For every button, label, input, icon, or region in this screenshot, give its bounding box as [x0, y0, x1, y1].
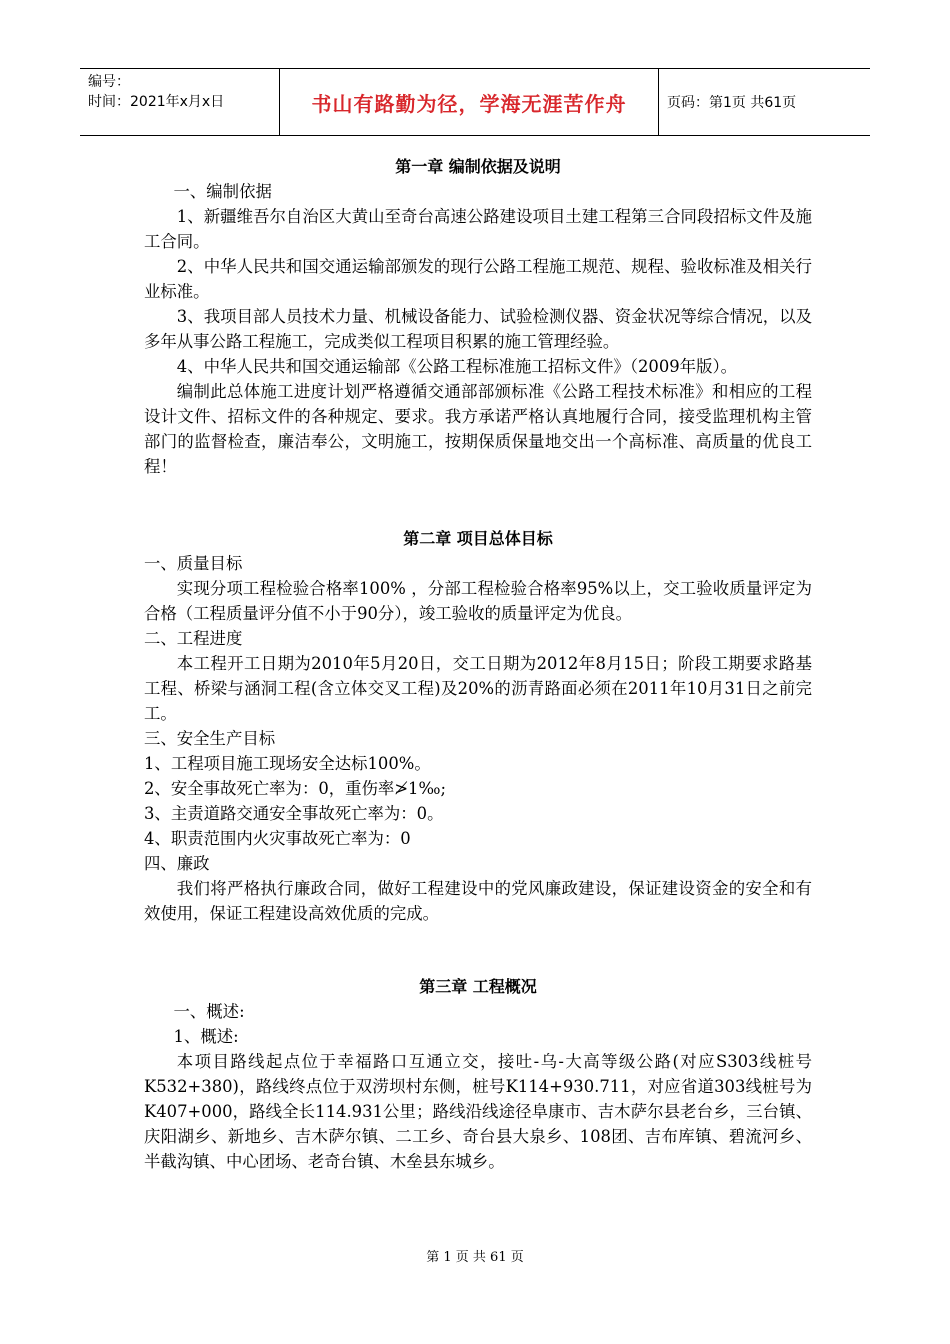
section-heading: 一、概述:	[173, 1002, 245, 1021]
list-item: 3、主责道路交通安全事故死亡率为：0。	[144, 804, 444, 823]
chapter-1-title: 第一章 编制依据及说明	[395, 157, 561, 176]
list-item: 4、职责范围内火灾事故死亡率为：0	[144, 829, 411, 848]
list-item: 3、我项目部人员技术力量、机械设备能力、试验检测仪器、资金状况等综合情况，以及多年从事公路工程施工，完成类似工程项目积累的施工管理经验。	[144, 307, 812, 351]
header-page-info: 页码：第1页 共61页	[667, 95, 797, 111]
list-item: 4、中华人民共和国交通运输部《公路工程标准施工招标文件》（2009年版）。	[176, 357, 738, 376]
list-item: 1、新疆维吾尔自治区大黄山至奇台高速公路建设项目土建工程第三合同段招标文件及施工合同。	[144, 207, 812, 251]
header-meta	[80, 69, 280, 135]
header-motto: 书山有路勤为径，学海无涯苦作舟	[280, 69, 659, 135]
section-subheading: 1、概述:	[173, 1027, 239, 1046]
paragraph: 本工程开工日期为2010年5月20日，交工日期为2012年8月15日；阶段工期要求路基工程、桥梁与涵洞工程(含立体交叉工程)及20%的沥青路面必须在2011年10月31日之前完工。	[144, 654, 812, 723]
paragraph: 本项目路线起点位于幸福路口互通立交，接吐-乌-大高等级公路(对应S303线桩号K532+380)，路线终点位于双涝坝村东侧，桩号K114+930.711，对应省道303线桩号为K407+000，路线全长114.931公里；路线沿线途径阜康市、吉木萨尔县老台乡，三台镇、庆阳湖乡、新地乡、吉木萨尔镇、二工乡、奇台县大泉乡、108团、吉布库镇、碧流河乡、半截沟镇、中心团场、老奇台镇、木垒县东城乡。	[144, 1052, 812, 1171]
chapter-3-title: 第三章 工程概况	[419, 977, 537, 996]
list-item: 2、安全事故死亡率为：0，重伤率≯1‰;	[144, 779, 447, 798]
section-heading: 二、工程进度	[144, 629, 243, 648]
section-heading: 三、安全生产目标	[144, 729, 276, 748]
paragraph: 我们将严格执行廉政合同，做好工程建设中的党风廉政建设，保证建设资金的安全和有效使用，保证工程建设高效优质的完成。	[144, 879, 812, 923]
page-header	[80, 68, 870, 136]
section-heading: 一、质量目标	[144, 554, 243, 573]
page-footer: 第 1 页 共 61 页	[426, 1250, 524, 1265]
section-heading: 四、廉政	[144, 854, 210, 873]
section-heading: 一、编制依据	[173, 182, 272, 201]
paragraph: 编制此总体施工进度计划严格遵循交通部部颁标准《公路工程技术标准》和相应的工程设计文件、招标文件的各种规定、要求。我方承诺严格认真地履行合同，接受监理机构主管部门的监督检查，廉洁奉公，文明施工，按期保质保量地交出一个高标准、高质量的优良工程！	[144, 382, 812, 476]
time-label: 时间：2021年x月x日	[88, 94, 225, 110]
paragraph: 实现分项工程检验合格率100% ，分部工程检验合格率95%以上，交工验收质量评定为合格（工程质量评分值不小于90分），竣工验收的质量评定为优良。	[144, 579, 812, 623]
chapter-2-title: 第二章 项目总体目标	[403, 529, 553, 548]
document-body	[144, 154, 812, 1174]
list-item: 2、中华人民共和国交通运输部颁发的现行公路工程施工规范、规程、验收标准及相关行业标准。	[144, 257, 812, 301]
number-label: 编号：	[88, 74, 130, 90]
list-item: 1、工程项目施工现场安全达标100%。	[144, 754, 431, 773]
